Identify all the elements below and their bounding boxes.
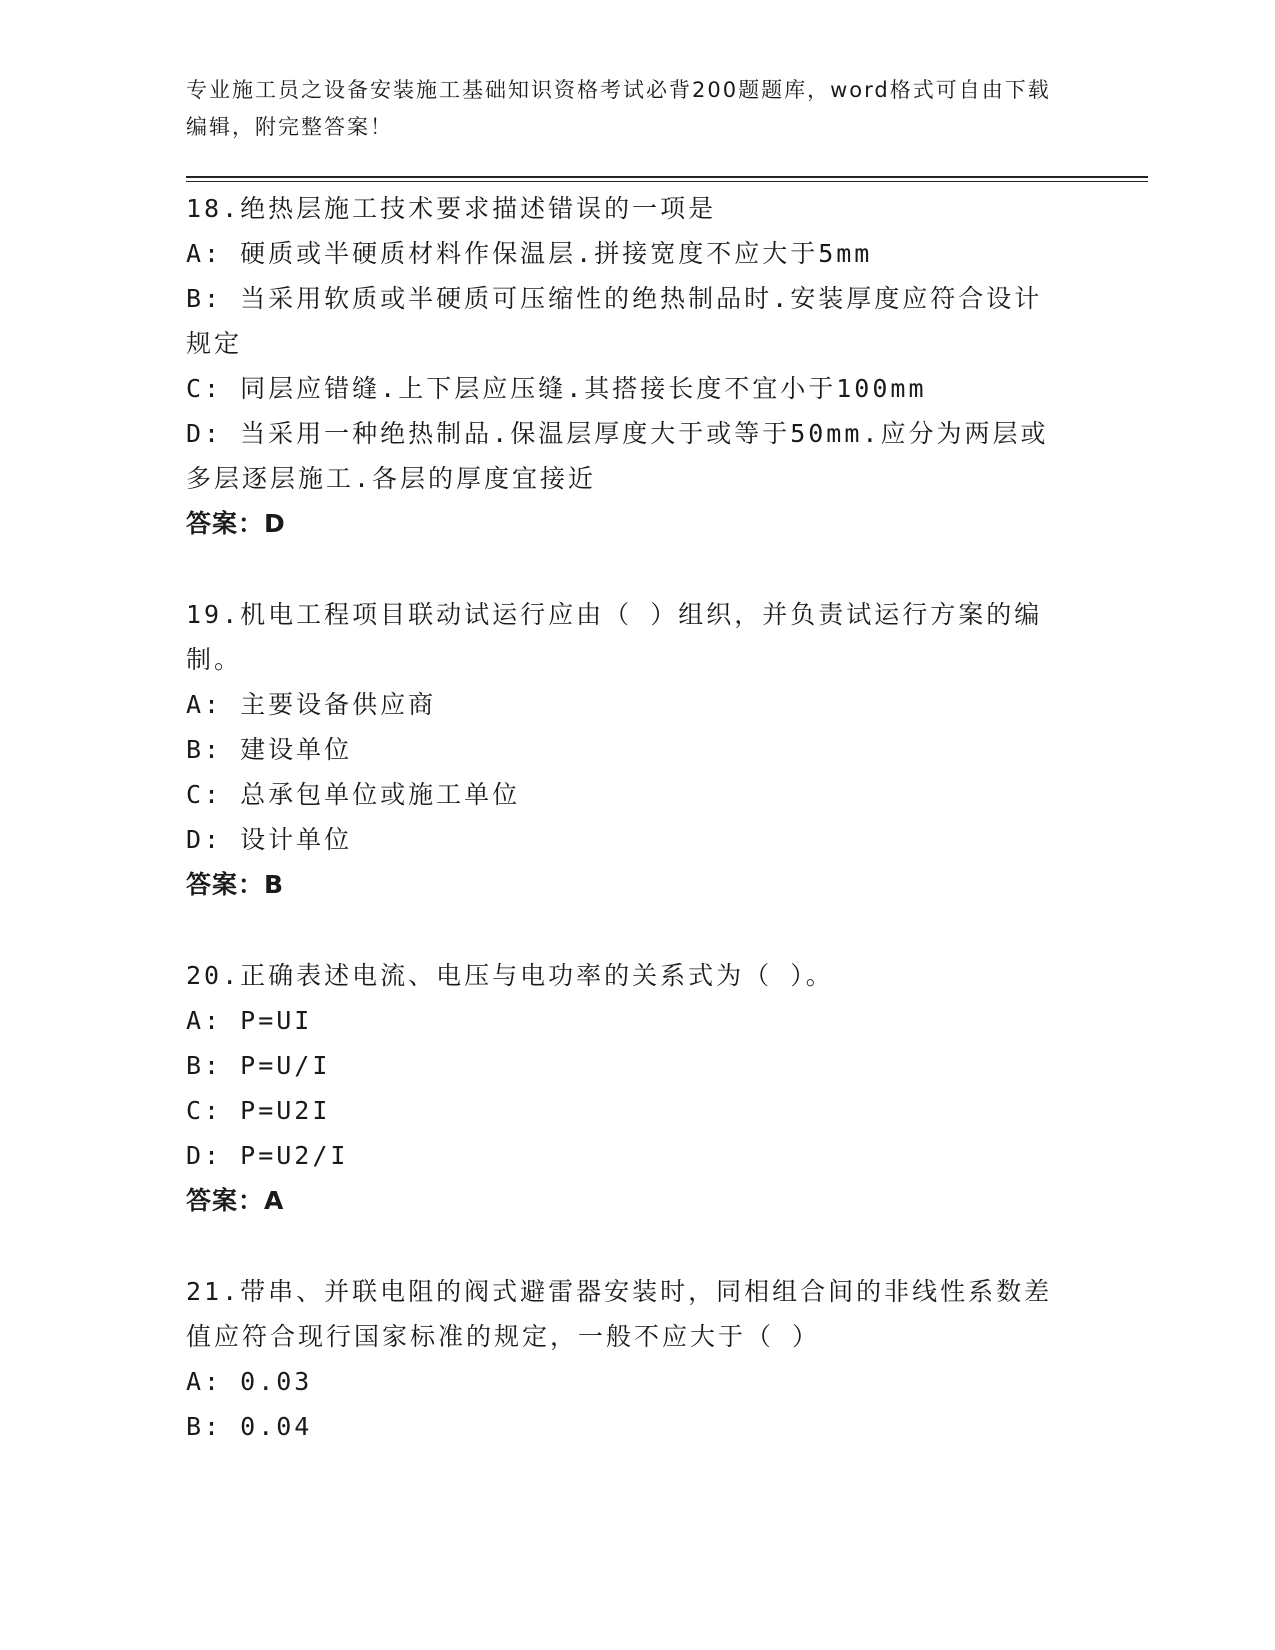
document-page [186,72,1146,1449]
answer: 答案：B [186,870,285,899]
question-stem: 20.正确表述电流、电压与电功率的关系式为（ ）。 [186,961,834,990]
question-stem: 18.绝热层施工技术要求描述错误的一项是 [186,194,717,223]
answer: 答案：A [186,1186,285,1215]
option-b: B: 建设单位 [186,735,353,764]
option-d: D: P=U2/I [186,1141,349,1170]
question-stem: 19.机电工程项目联动试运行应由（ ）组织，并负责试运行方案的编制。 [186,600,1043,674]
question-stem: 21.带串、并联电阻的阀式避雷器安装时，同相组合间的非线性系数差值应符合现行国家标准的规定，一般不应大于（ ） [186,1277,1053,1351]
option-b: B: 当采用软质或半硬质可压缩性的绝热制品时.安装厚度应符合设计规定 [186,284,1043,358]
document-header: 专业施工员之设备安装施工基础知识资格考试必背200题题库，word格式可自由下载编辑，附完整答案！ [186,78,1051,139]
option-c: C: 总承包单位或施工单位 [186,780,521,809]
question-20 [186,953,1146,1223]
option-a: A: 0.03 [186,1367,313,1396]
answer: 答案：D [186,509,286,538]
option-b: B: P=U/I [186,1051,331,1080]
option-a: A: P=UI [186,1006,313,1035]
option-c: C: P=U2I [186,1096,331,1125]
option-a: A: 主要设备供应商 [186,690,437,719]
option-d: D: 当采用一种绝热制品.保温层厚度大于或等于50mm.应分为两层或多层逐层施工.各层的厚度宜接近 [186,419,1049,493]
question-18 [186,186,1146,546]
option-d: D: 设计单位 [186,825,353,854]
question-19 [186,592,1146,907]
option-c: C: 同层应错缝.上下层应压缝.其搭接长度不宜小于100mm [186,374,927,403]
question-21 [186,1269,1146,1449]
option-a: A: 硬质或半硬质材料作保温层.拼接宽度不应大于5mm [186,239,873,268]
option-b: B: 0.04 [186,1412,313,1441]
